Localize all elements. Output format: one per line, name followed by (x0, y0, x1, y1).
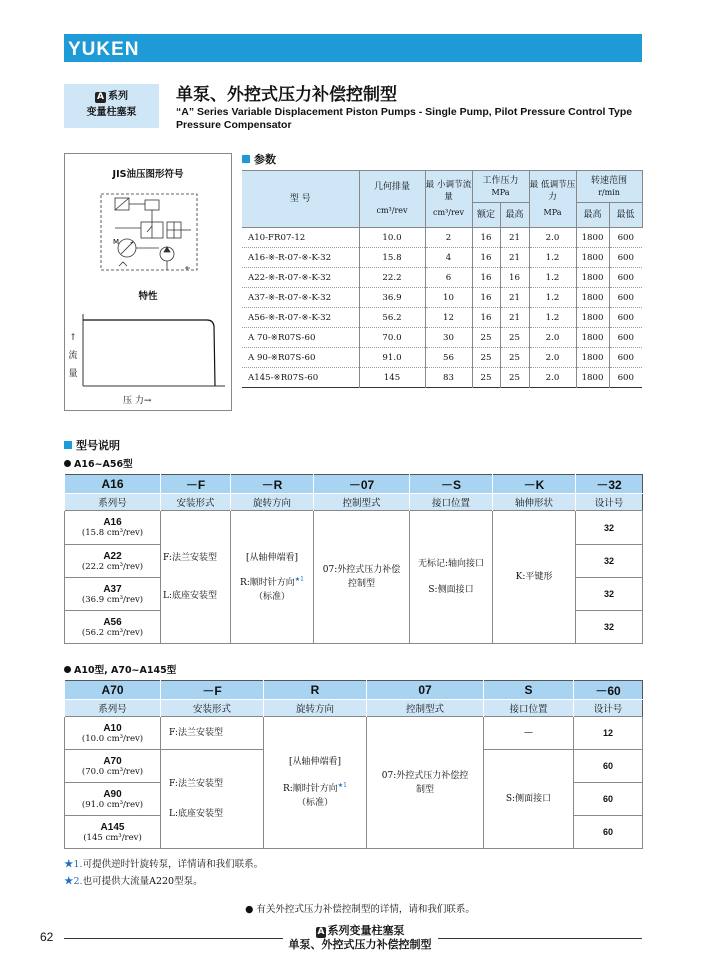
model-code-table-a10-a145 (64, 680, 643, 849)
col-max-header: 最高 (500, 203, 529, 228)
motor-symbol-label: M (113, 238, 120, 246)
code-row (65, 681, 643, 700)
params-header-row (242, 171, 642, 203)
series-tag: A 系列 变量柱塞泵 (64, 84, 159, 128)
params-cell-max: 25 (500, 348, 529, 368)
params-cell-s-max: 1800 (576, 228, 609, 248)
params-cell-rated: 25 (472, 328, 500, 348)
label-row (65, 494, 643, 511)
contact-note: ● 有关外控式压力补偿控制型的详情，请和我们联系。 (245, 904, 475, 915)
params-cell-max: 21 (500, 308, 529, 328)
code-cell: －S (410, 475, 493, 494)
params-cell-disp: 36.9 (359, 288, 425, 308)
params-cell-s-max: 1800 (576, 288, 609, 308)
design-cell: 32 (576, 511, 643, 545)
params-cell-rated: 16 (472, 228, 500, 248)
params-cell-min-p: 1.2 (529, 248, 576, 268)
label-cell: 轴伸形状 (493, 494, 576, 511)
col-speedmax-header: 最高 (576, 203, 609, 228)
page-title: 单泵、外控式压力补偿控制型 (176, 85, 397, 105)
params-cell-s-min: 600 (609, 368, 642, 388)
params-cell-rated: 16 (472, 288, 500, 308)
params-cell-min-p: 1.2 (529, 268, 576, 288)
params-cell-min-flow: 56 (425, 348, 472, 368)
params-cell-model: A56-※-R-07-※-K-32 (242, 308, 359, 328)
params-cell-rated: 25 (472, 348, 500, 368)
mount-cell: F:法兰安装型 (161, 717, 264, 750)
params-cell-s-min: 600 (609, 288, 642, 308)
params-cell-s-max: 1800 (576, 368, 609, 388)
design-cell: 60 (574, 816, 643, 849)
label-row (65, 700, 643, 717)
params-cell-s-min: 600 (609, 328, 642, 348)
params-cell-min-flow: 12 (425, 308, 472, 328)
params-cell-s-min: 600 (609, 248, 642, 268)
col-speedmin-header: 最低 (609, 203, 642, 228)
code-cell: －K (493, 475, 576, 494)
model-row: A56 (56.2 cm³/rev) 32 (65, 611, 643, 644)
model-row: A145 (145 cm³/rev) 60 (65, 816, 643, 849)
design-cell: 12 (574, 717, 643, 750)
design-cell: 32 (576, 545, 643, 578)
params-row (242, 228, 642, 248)
params-cell-min-flow: 83 (425, 368, 472, 388)
model-row: A90 (91.0 cm³/rev) 60 (65, 783, 643, 816)
port-cell: S:侧面接口 (484, 750, 574, 849)
model-row: A16 (15.8 cm³/rev) F:法兰安装型 L:底座安装型 [从轴伸端看] R:顺时针方向$^{★1}$ （标准） 07:外控式压力补偿控制型 无标记:轴向接口 S:侧面接口 K:平键形 32 (65, 511, 643, 545)
rotation-cell: [从轴伸端看] R:顺时针方向$^{★1}$ （标准） (231, 511, 314, 644)
mount-cell: F:法兰安装型 L:底座安装型 (161, 511, 231, 644)
control-cell: 07:外控式压力补偿控制型 (367, 717, 484, 849)
params-cell-min-flow: 6 (425, 268, 472, 288)
page-number: 62 (40, 930, 54, 944)
star-icon: ★2. (64, 876, 83, 887)
code-cell: －60 (574, 681, 643, 700)
page-subtitle: “A” Series Variable Displacement Piston Pumps - Single Pump, Pilot Pressure Control Type Pressure Compensator (176, 106, 633, 131)
col-model-header: 型 号 (242, 171, 359, 228)
params-cell-model: A 70-※R07S-60 (242, 328, 359, 348)
params-cell-model: A22-※-R-07-※-K-32 (242, 268, 359, 288)
params-heading: 参数 (242, 151, 276, 167)
label-cell: 安装形式 (161, 494, 231, 511)
params-cell-s-min: 600 (609, 348, 642, 368)
symbol-panel (64, 153, 232, 411)
params-cell-model: A145-※R07S-60 (242, 368, 359, 388)
params-cell-s-max: 1800 (576, 348, 609, 368)
params-cell-disp: 91.0 (359, 348, 425, 368)
params-table (242, 170, 643, 388)
params-cell-min-p: 1.2 (529, 308, 576, 328)
params-row (242, 308, 642, 328)
params-cell-rated: 16 (472, 308, 500, 328)
label-cell: 控制型式 (314, 494, 410, 511)
params-cell-max: 16 (500, 268, 529, 288)
params-row (242, 368, 642, 388)
params-cell-min-p: 2.0 (529, 228, 576, 248)
code-cell: R (264, 681, 367, 700)
params-cell-min-flow: 30 (425, 328, 472, 348)
params-row (242, 268, 642, 288)
hydraulic-symbol-diagram (95, 188, 205, 276)
params-cell-min-p: 2.0 (529, 348, 576, 368)
col-minflow-header: 最 小调节流量 cm³/rev (425, 171, 472, 228)
model-t1-subheading: A16~A56型 (64, 456, 133, 470)
port-cell: 无标记:轴向接口 S:侧面接口 (410, 511, 493, 644)
params-cell-max: 21 (500, 228, 529, 248)
flow-axis-label: ↑ 流量 (68, 329, 78, 383)
params-cell-rated: 25 (472, 368, 500, 388)
params-cell-min-flow: 10 (425, 288, 472, 308)
label-cell: 旋转方向 (231, 494, 314, 511)
params-cell-max: 21 (500, 288, 529, 308)
col-disp-header: 几何排量 cm³/rev (359, 171, 425, 228)
params-cell-model: A 90-※R07S-60 (242, 348, 359, 368)
series-mark-icon: A (317, 927, 325, 937)
footnote: ★2.也可提供大流量A220型泵。 (64, 876, 203, 887)
col-workpressure-header: 工作压力 MPa (472, 171, 529, 203)
params-cell-min-p: 1.2 (529, 288, 576, 308)
port-cell: — (484, 717, 574, 750)
label-cell: 接口位置 (410, 494, 493, 511)
params-cell-disp: 15.8 (359, 248, 425, 268)
mount-cell: F:法兰安装型 L:底座安装型 (161, 750, 264, 849)
series-mark-icon: A (97, 92, 104, 102)
params-cell-disp: 22.2 (359, 268, 425, 288)
params-cell-disp: 56.2 (359, 308, 425, 328)
code-row (65, 475, 643, 494)
code-cell: －32 (576, 475, 643, 494)
shaft-cell: K:平键形 (493, 511, 576, 644)
pressure-axis-label: 压 力→ (123, 396, 152, 406)
params-cell-model: A10-FR07-12 (242, 228, 359, 248)
design-cell: 32 (576, 578, 643, 611)
code-cell: S (484, 681, 574, 700)
params-cell-disp: 145 (359, 368, 425, 388)
params-cell-s-max: 1800 (576, 328, 609, 348)
label-cell: 控制型式 (367, 700, 484, 717)
params-row (242, 288, 642, 308)
params-cell-s-min: 600 (609, 228, 642, 248)
label-cell: 接口位置 (484, 700, 574, 717)
model-code-table-a16-a56 (64, 474, 643, 644)
params-row (242, 348, 642, 368)
jis-symbol-title: JIS油压图形符号 (112, 169, 184, 180)
design-cell: 60 (574, 750, 643, 783)
label-cell: 设计号 (576, 494, 643, 511)
params-row (242, 248, 642, 268)
params-row (242, 328, 642, 348)
code-cell: －F (161, 475, 231, 494)
footer-title: A 系列变量柱塞泵 单泵、外控式压力补偿控制型 (0, 924, 720, 952)
col-rated-header: 额定 (472, 203, 500, 228)
model-row: A37 (36.9 cm³/rev) 32 (65, 578, 643, 611)
star-icon: ★1. (64, 859, 83, 870)
col-speed-header: 转速范围 r/min (576, 171, 642, 203)
params-cell-s-min: 600 (609, 308, 642, 328)
params-cell-disp: 70.0 (359, 328, 425, 348)
params-cell-rated: 16 (472, 268, 500, 288)
characteristic-title: 特性 (138, 291, 158, 302)
model-row: A22 (22.2 cm³/rev) 32 (65, 545, 643, 578)
design-cell: 60 (574, 783, 643, 816)
yuken-logo: YUKEN (68, 39, 140, 60)
design-cell: 32 (576, 611, 643, 644)
code-cell: 07 (367, 681, 484, 700)
params-cell-max: 25 (500, 328, 529, 348)
params-cell-disp: 10.0 (359, 228, 425, 248)
params-cell-max: 21 (500, 248, 529, 268)
params-cell-min-flow: 4 (425, 248, 472, 268)
model-row: A10 (10.0 cm³/rev) F:法兰安装型 [从轴伸端看] R:顺时针方向$^{★1}$ （标准） 07:外控式压力补偿控制型 — 12 (65, 717, 643, 750)
params-cell-min-p: 2.0 (529, 328, 576, 348)
model-row: A70 (70.0 cm³/rev) F:法兰安装型 L:底座安装型 S:侧面接口 60 (65, 750, 643, 783)
footnote: ★1.可提供逆时针旋转泵，详情请和我们联系。 (64, 859, 264, 870)
label-cell: 旋转方向 (264, 700, 367, 717)
code-cell: A16 (65, 475, 161, 494)
label-cell: 安装形式 (161, 700, 264, 717)
code-cell: A70 (65, 681, 161, 700)
params-cell-model: A16-※-R-07-※-K-32 (242, 248, 359, 268)
col-minadj-header: 最 低调节压力 MPa (529, 171, 576, 228)
model-expl-heading: 型号说明 (64, 437, 120, 453)
params-cell-min-p: 2.0 (529, 368, 576, 388)
params-cell-s-min: 600 (609, 268, 642, 288)
code-cell: －07 (314, 475, 410, 494)
params-cell-min-flow: 2 (425, 228, 472, 248)
label-cell: 系列号 (65, 494, 161, 511)
params-cell-s-max: 1800 (576, 268, 609, 288)
code-cell: －R (231, 475, 314, 494)
up-arrow-icon: ↑ (69, 333, 77, 343)
label-cell: 系列号 (65, 700, 161, 717)
params-cell-s-max: 1800 (576, 308, 609, 328)
params-cell-s-max: 1800 (576, 248, 609, 268)
label-cell: 设计号 (574, 700, 643, 717)
params-cell-rated: 16 (472, 248, 500, 268)
params-cell-model: A37-※-R-07-※-K-32 (242, 288, 359, 308)
code-cell: －F (161, 681, 264, 700)
control-cell: 07:外控式压力补偿控制型 (314, 511, 410, 644)
model-t2-subheading: A10型, A70~A145型 (64, 662, 176, 676)
rotation-cell: [从轴伸端看] R:顺时针方向$^{★1}$ （标准） (264, 717, 367, 849)
header-bar (64, 34, 642, 62)
params-cell-max: 25 (500, 368, 529, 388)
pq-characteristic-curve (79, 312, 227, 388)
